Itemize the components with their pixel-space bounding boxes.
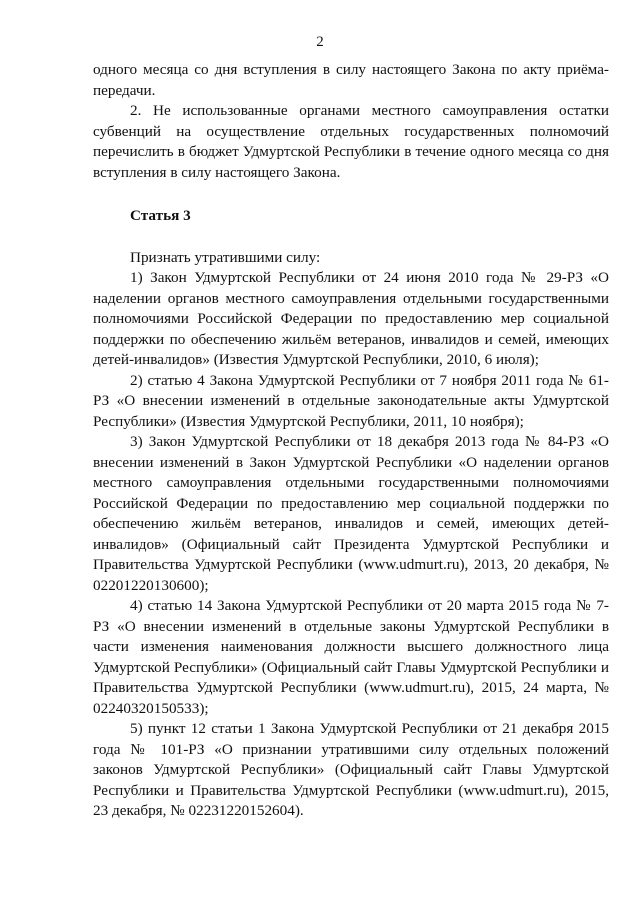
list-item: 2) статью 4 Закона Удмуртской Республики от 7 ноября 2011 года № 61-РЗ «О внесении изменений в отдельные законодательные акты Удмуртской Республики» (Известия Удмуртской Республики, 2011, 10 ноября); xyxy=(93,371,609,430)
document-body xyxy=(93,60,609,822)
paragraph-item-2: 2. Не использованные органами местного самоуправления остатки субвенций на осуществление отдельных государственных полномочий перечислить в бюджет Удмуртской Республики в течение одного месяца со дня вступления в силу настоящего Закона. xyxy=(93,102,609,181)
list-item: 5) пункт 12 статьи 1 Закона Удмуртской Республики от 21 декабря 2015 года № 101-РЗ «О признании утратившими силу отдельных положений законов Удмуртской Республики» (Официальный сайт Главы Удмуртской Республики и Правительства Удмуртской Республики (www.udmurt.ru), 2015, 23 декабря, № 02231220152604). xyxy=(93,720,609,819)
list-item: 1) Закон Удмуртской Республики от 24 июня 2010 года № 29-РЗ «О наделении органов местного самоуправления отдельными государственными полномочиями Российской Федерации по предоставлению мер социальной поддержки по обеспечению жильём ветеранов, инвалидов и семей, имеющих детей-инвалидов» (Известия Удмуртской Республики, 2010, 6 июля); xyxy=(93,269,609,368)
article-intro: Признать утратившими силу: xyxy=(130,248,321,266)
page-number: 2 xyxy=(316,34,324,50)
list-item: 3) Закон Удмуртской Республики от 18 декабря 2013 года № 84-РЗ «О внесении изменений в Закон Удмуртской Республики «О наделении органов местного самоуправления отдельными государственными полномочиями Российской Федерации по предоставлению мер социальной поддержки по обеспечению жильём ветеранов, инвалидов и семей, имеющих детей-инвалидов» (Официальный сайт Президента Удмуртской Республики и Правительства Удмуртской Республики (www.udmurt.ru), 2013, 20 декабря, № 02201220130600); xyxy=(93,433,609,594)
paragraph-continuation: одного месяца со дня вступления в силу настоящего Закона по акту приёма-передачи. xyxy=(93,61,609,99)
article-heading: Статья 3 xyxy=(130,207,191,224)
list-item: 4) статью 14 Закона Удмуртской Республики от 20 марта 2015 года № 7-РЗ «О внесении изменений в отдельные законы Удмуртской Республики в части изменения наименования должности высшего должностного лица Удмуртской Республики» (Официальный сайт Главы Удмуртской Республики и Правительства Удмуртской Республики (www.udmurt.ru), 2015, 24 марта, № 02240320150533); xyxy=(93,597,609,717)
